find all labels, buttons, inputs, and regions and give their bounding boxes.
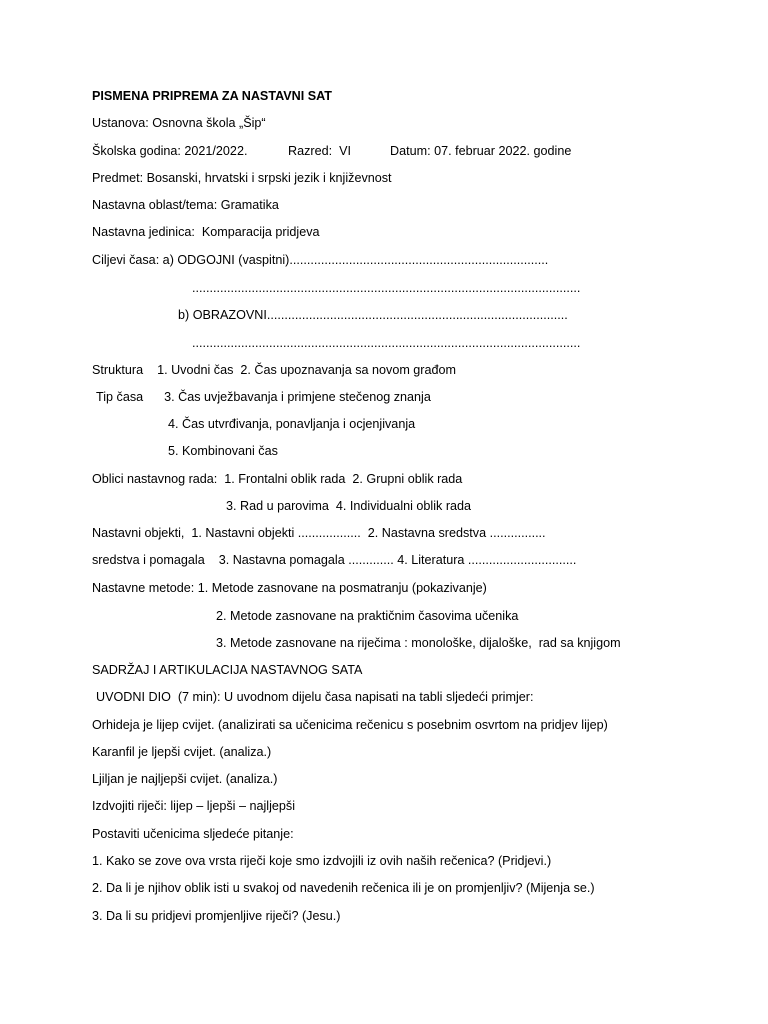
oblici-rada-1: Oblici nastavnog rada: 1. Frontalni oblik rada 2. Grupni oblik rada [92,472,463,486]
pitanje-2: 2. Da li je njihov oblik isti u svakoj od navedenih rečenica ili je on promjenljiv? (Mijenja se.) [92,881,595,895]
datum: Datum: 07. februar 2022. godine [390,144,572,158]
primjer-orhideja: Orhideja je lijep cvijet. (analizirati sa učenicima rečenicu s posebnim osvrtom na pridjev lijep) [92,718,608,732]
primjer-karanfil: Karanfil je ljepši cvijet. (analiza.) [92,745,272,759]
razred: Razred: VI [288,144,351,158]
tip-casa-line: Tip časa 3. Čas uvježbavanja i primjene stečenog znanja [96,390,431,404]
tip-casa-4: 4. Čas utvrđivanja, ponavljanja i ocjenjivanja [168,417,416,431]
uvodni-dio: UVODNI DIO (7 min): U uvodnom dijelu časa napisati na tabli sljedeći primjer: [96,690,534,704]
nastavne-metode-2: 2. Metode zasnovane na praktičnim časovima učenika [216,609,519,623]
ciljevi-odgojni-dots: ............................................................................................................... [192,281,581,295]
primjer-ljiljan: Ljiljan je najljepši cvijet. (analiza.) [92,772,278,786]
oblast-line: Nastavna oblast/tema: Gramatika [92,198,279,212]
sredstva-pomagala: sredstva i pomagala 3. Nastavna pomagala ............. 4. Literatura ............................... [92,553,577,567]
izdvojiti-rijeci: Izdvojiti riječi: lijep – ljepši – najljepši [92,799,295,813]
predmet-line: Predmet: Bosanski, hrvatski i srpski jezik i književnost [92,171,392,185]
skolska-godina: Školska godina: 2021/2022. [92,144,248,158]
nastavni-objekti: Nastavni objekti, 1. Nastavni objekti .................. 2. Nastavna sredstva ................ [92,526,546,540]
ciljevi-obrazovni: b) OBRAZOVNI...................................................................................... [178,308,568,322]
pitanje-1: 1. Kako se zove ova vrsta riječi koje smo izdvojili iz ovih naših rečenica? (Pridjevi.) [92,854,552,868]
ciljevi-odgojni: Ciljevi časa: a) ODGOJNI (vaspitni).......................................................................... [92,253,549,267]
ciljevi-obrazovni-dots: ............................................................................................................... [192,336,581,350]
nastavne-metode-1: Nastavne metode: 1. Metode zasnovane na posmatranju (pokazivanje) [92,581,487,595]
postaviti-pitanje: Postaviti učenicima sljedeće pitanje: [92,827,294,841]
oblici-rada-2: 3. Rad u parovima 4. Individualni oblik rada [226,499,472,513]
nastavne-metode-3: 3. Metode zasnovane na riječima : monološke, dijaloške, rad sa knjigom [216,636,621,650]
tip-casa-5: 5. Kombinovani čas [168,444,278,458]
pitanje-3: 3. Da li su pridjevi promjenljive riječi? (Jesu.) [92,909,341,923]
ustanova-line: Ustanova: Osnovna škola „Šip“ [92,116,266,130]
sadrzaj-heading: SADRŽAJ I ARTIKULACIJA NASTAVNOG SATA [92,663,363,677]
struktura-line: Struktura 1. Uvodni čas 2. Čas upoznavanja sa novom građom [92,363,457,377]
document-title: PISMENA PRIPREMA ZA NASTAVNI SAT [92,89,332,103]
jedinica-line: Nastavna jedinica: Komparacija pridjeva [92,225,320,239]
